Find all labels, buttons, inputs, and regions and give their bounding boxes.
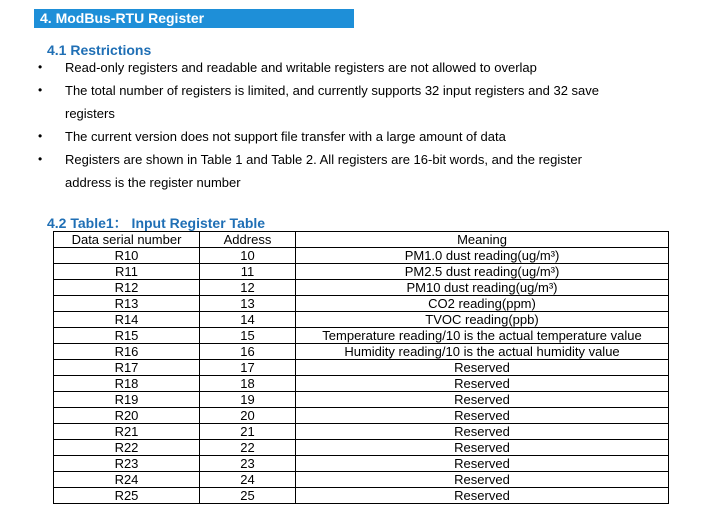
- bullet-icon: •: [38, 152, 43, 166]
- cell-serial: R18: [54, 376, 200, 392]
- table-row: [54, 312, 669, 328]
- cell-meaning: PM1.0 dust reading(ug/m³): [296, 248, 669, 264]
- list-item: [0, 148, 727, 194]
- cell-address: 13: [200, 296, 296, 312]
- column-header-address: Address: [200, 232, 296, 248]
- list-item: [0, 56, 727, 79]
- cell-serial: R21: [54, 424, 200, 440]
- cell-meaning: Reserved: [296, 360, 669, 376]
- cell-meaning: CO2 reading(ppm): [296, 296, 669, 312]
- column-header-meaning: Meaning: [296, 232, 669, 248]
- table-row: [54, 360, 669, 376]
- cell-meaning: Reserved: [296, 456, 669, 472]
- restrictions-heading: 4.1 Restrictions: [47, 42, 152, 58]
- cell-address: 21: [200, 424, 296, 440]
- cell-serial: R24: [54, 472, 200, 488]
- cell-address: 14: [200, 312, 296, 328]
- cell-address: 24: [200, 472, 296, 488]
- cell-serial: R13: [54, 296, 200, 312]
- cell-address: 16: [200, 344, 296, 360]
- cell-serial: R19: [54, 392, 200, 408]
- list-item-text: Read-only registers and readable and writable registers are not allowed to overlap: [65, 60, 537, 75]
- cell-address: 22: [200, 440, 296, 456]
- cell-meaning: Reserved: [296, 440, 669, 456]
- cell-meaning: Humidity reading/10 is the actual humidity value: [296, 344, 669, 360]
- table-row: [54, 328, 669, 344]
- table-header-row: [54, 232, 669, 248]
- bullet-icon: •: [38, 129, 43, 143]
- cell-serial: R16: [54, 344, 200, 360]
- cell-meaning: Reserved: [296, 424, 669, 440]
- cell-address: 17: [200, 360, 296, 376]
- cell-meaning: Reserved: [296, 488, 669, 504]
- cell-serial: R22: [54, 440, 200, 456]
- table-row: [54, 488, 669, 504]
- cell-serial: R17: [54, 360, 200, 376]
- cell-serial: R12: [54, 280, 200, 296]
- cell-meaning: Reserved: [296, 408, 669, 424]
- cell-serial: R23: [54, 456, 200, 472]
- section-title: 4. ModBus-RTU Register: [34, 9, 354, 28]
- table-row: [54, 376, 669, 392]
- list-item-text: The current version does not support file transfer with a large amount of data: [65, 129, 506, 144]
- cell-address: 18: [200, 376, 296, 392]
- restrictions-list: [0, 56, 727, 194]
- cell-meaning: Reserved: [296, 392, 669, 408]
- cell-serial: R20: [54, 408, 200, 424]
- table-row: [54, 296, 669, 312]
- cell-meaning: Temperature reading/10 is the actual temperature value: [296, 328, 669, 344]
- cell-address: 20: [200, 408, 296, 424]
- table-row: [54, 472, 669, 488]
- cell-address: 10: [200, 248, 296, 264]
- cell-address: 12: [200, 280, 296, 296]
- table-row: [54, 440, 669, 456]
- cell-address: 15: [200, 328, 296, 344]
- table-row: [54, 280, 669, 296]
- bullet-icon: •: [38, 60, 43, 74]
- table-row: [54, 344, 669, 360]
- bullet-icon: •: [38, 83, 43, 97]
- list-item-text: The total number of registers is limited, and currently supports 32 input registers and 32 save registers: [65, 83, 599, 121]
- table-row: [54, 264, 669, 280]
- cell-address: 11: [200, 264, 296, 280]
- input-register-table: [53, 231, 669, 504]
- cell-serial: R15: [54, 328, 200, 344]
- cell-meaning: Reserved: [296, 472, 669, 488]
- table-row: [54, 424, 669, 440]
- cell-serial: R10: [54, 248, 200, 264]
- cell-serial: R11: [54, 264, 200, 280]
- table-body: [54, 248, 669, 504]
- cell-address: 19: [200, 392, 296, 408]
- cell-meaning: PM10 dust reading(ug/m³): [296, 280, 669, 296]
- table-row: [54, 456, 669, 472]
- list-item: [0, 79, 727, 125]
- cell-meaning: TVOC reading(ppb): [296, 312, 669, 328]
- table-row: [54, 248, 669, 264]
- cell-serial: R14: [54, 312, 200, 328]
- table-row: [54, 408, 669, 424]
- cell-meaning: PM2.5 dust reading(ug/m³): [296, 264, 669, 280]
- column-header-serial: Data serial number: [54, 232, 200, 248]
- cell-meaning: Reserved: [296, 376, 669, 392]
- table-row: [54, 392, 669, 408]
- cell-address: 23: [200, 456, 296, 472]
- list-item-text: Registers are shown in Table 1 and Table 2. All registers are 16-bit words, and the register address is the register number: [65, 152, 582, 190]
- table1-heading: 4.2 Table1： Input Register Table: [47, 215, 266, 231]
- cell-serial: R25: [54, 488, 200, 504]
- list-item: [0, 125, 727, 148]
- cell-address: 25: [200, 488, 296, 504]
